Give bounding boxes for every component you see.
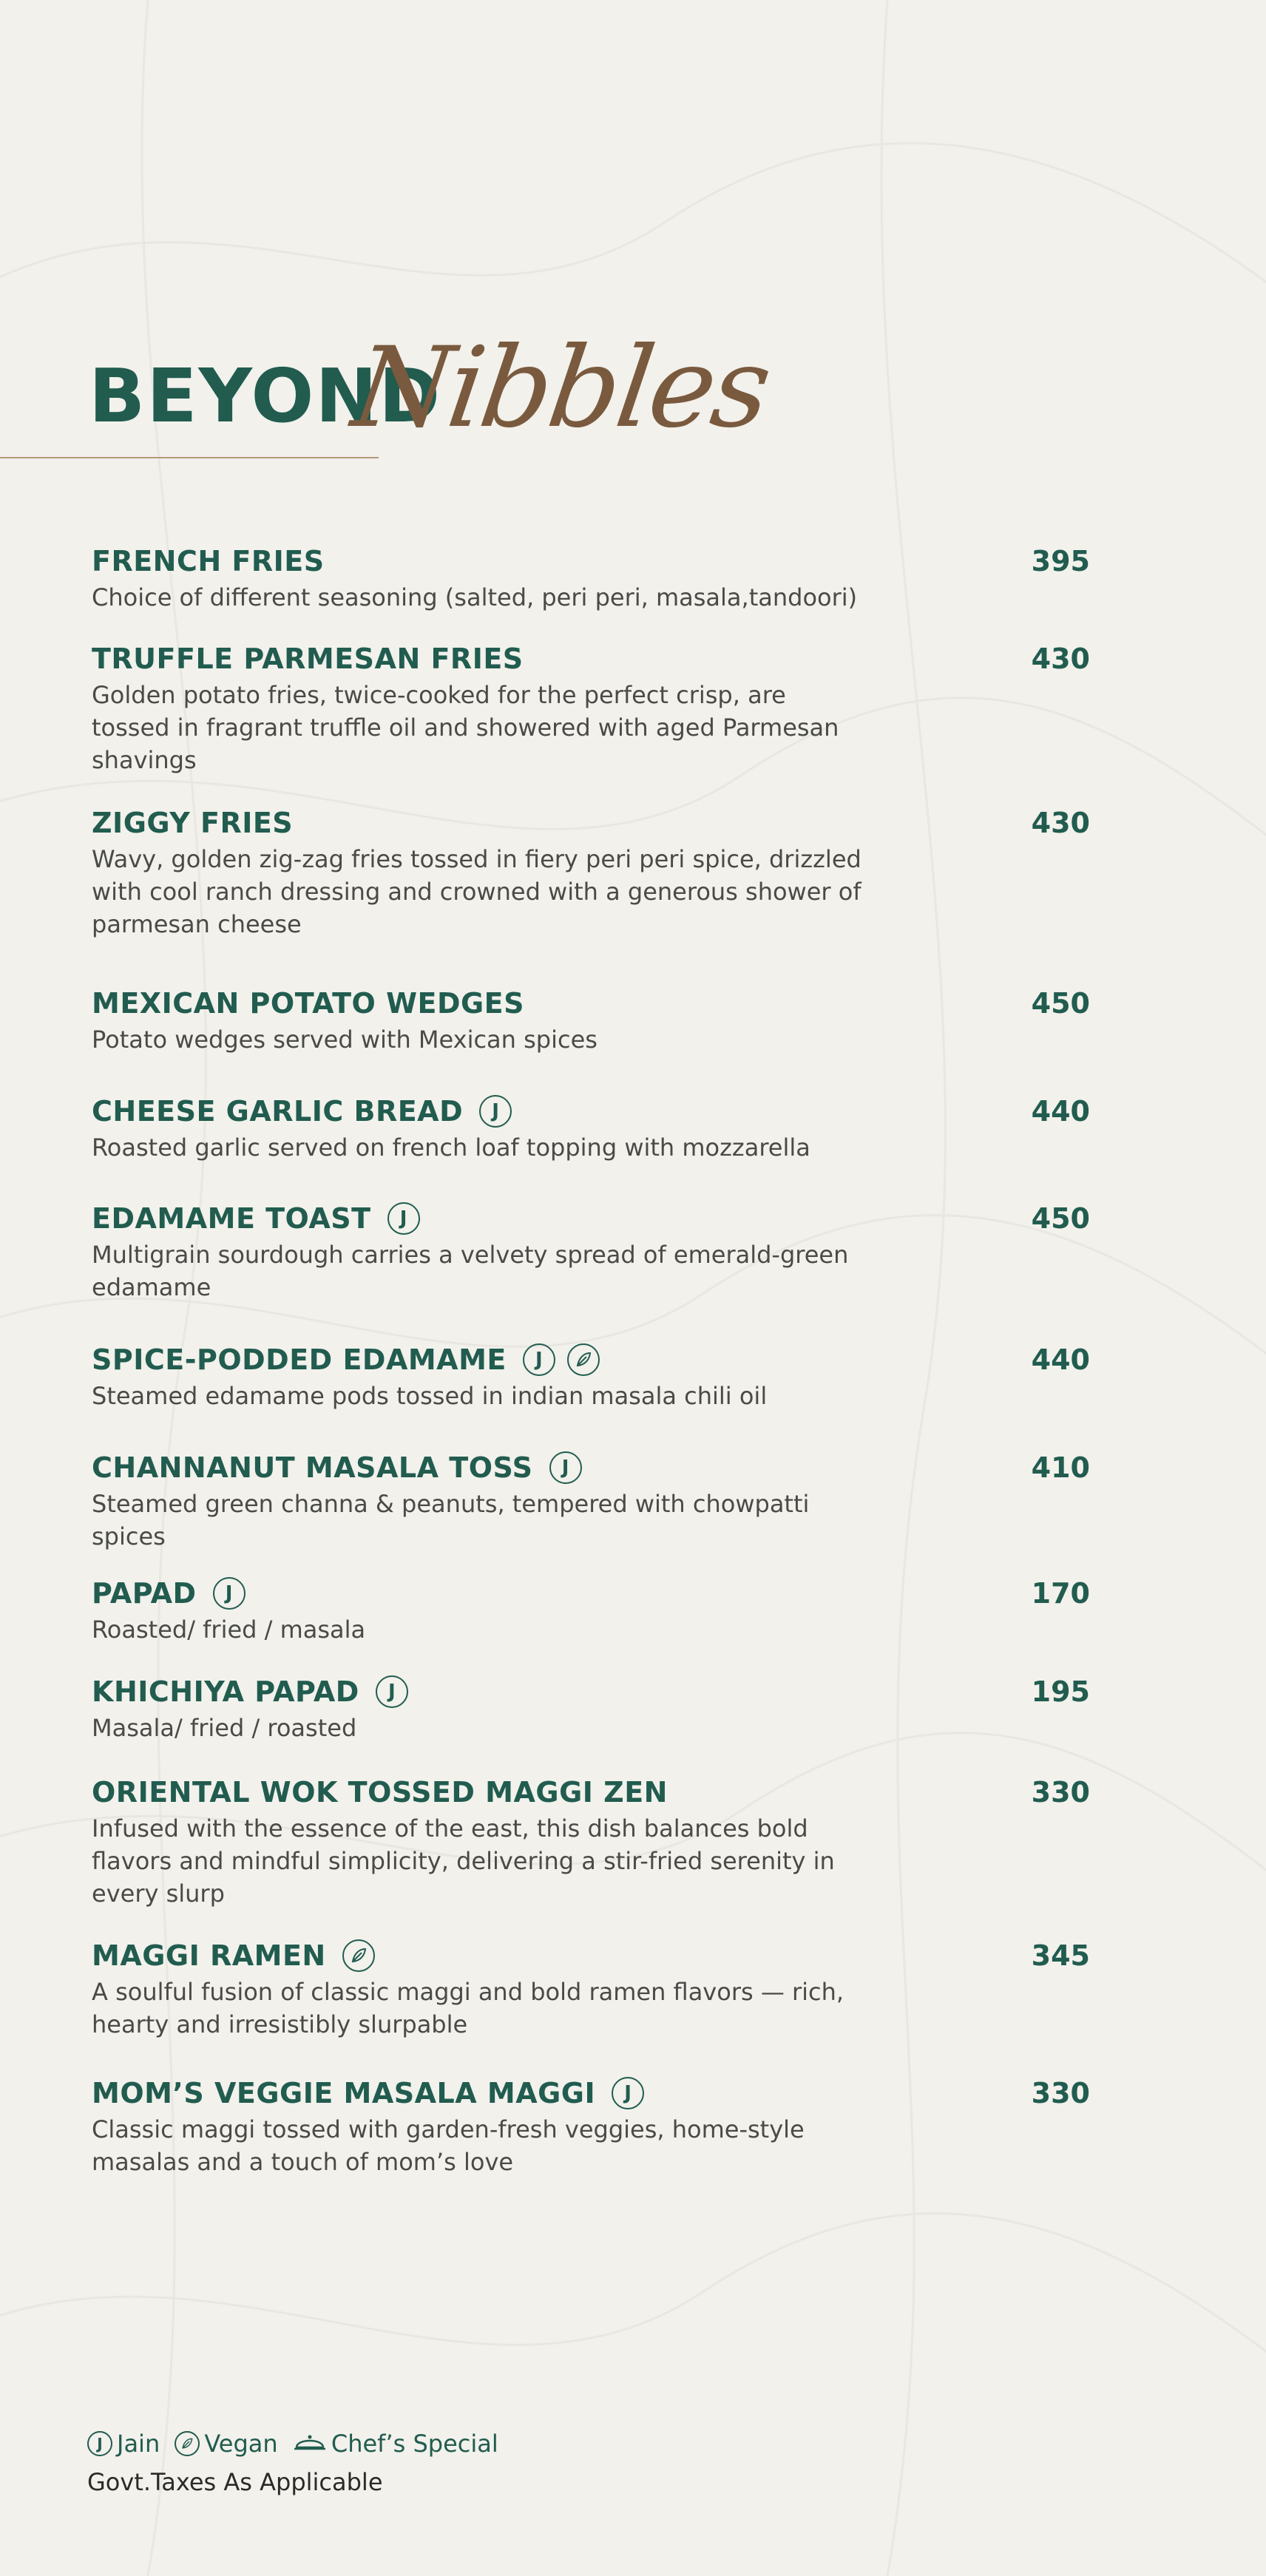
- menu-item-description: Wavy, golden zig-zag fries tossed in fiery peri peri spice, drizzled with cool ranch dressing and crowned with a generous shower of parmesan cheese: [92, 845, 862, 938]
- taxes-note: Govt.Taxes As Applicable: [87, 2468, 383, 2496]
- menu-item-header: [92, 2076, 1090, 2110]
- menu-item-price: 330: [1031, 1776, 1090, 1809]
- menu-item-header: [92, 1201, 1090, 1236]
- jain-icon: J: [87, 2431, 112, 2456]
- menu-item-price: 430: [1031, 807, 1090, 839]
- jain-icon: J: [479, 1095, 512, 1128]
- menu-item-description: Multigrain sourdough carries a velvety spread of emerald-green edamame: [92, 1241, 849, 1301]
- title-script-nibbles: Nibbles: [345, 324, 776, 453]
- menu-item-description: Roasted/ fried / masala: [92, 1616, 366, 1644]
- title-beyond: BEYOND: [89, 353, 442, 439]
- menu-item-price: 450: [1031, 987, 1090, 1020]
- menu-item-description: Roasted garlic served on french loaf topping with mozzarella: [92, 1133, 810, 1162]
- menu-item-description: Infused with the essence of the east, this dish balances bold flavors and mindful simplicity, delivering a stir-fried serenity in every slurp: [92, 1814, 835, 1908]
- menu-item-name: FRENCH FRIES: [92, 545, 325, 577]
- menu-item-price: 450: [1031, 1202, 1090, 1235]
- chef-cloche-icon: [293, 2430, 327, 2458]
- jain-icon: J: [612, 2077, 644, 2109]
- menu-item: [92, 642, 1090, 776]
- menu-item-name: SPICE-PODDED EDAMAME: [92, 1343, 507, 1376]
- menu-item-description: Golden potato fries, twice-cooked for the perfect crisp, are tossed in fragrant truffle oil and showered with aged Parmesan shavings: [92, 681, 839, 774]
- vegan-leaf-icon: [175, 2431, 200, 2456]
- menu-item-header: [92, 1576, 1090, 1610]
- menu-item: [92, 1775, 1090, 1910]
- menu-item: [92, 1343, 1090, 1412]
- legend-chef-special: Chef’s Special: [331, 2430, 498, 2458]
- menu-item-header: [92, 1094, 1090, 1128]
- menu-item-name: MAGGI RAMEN: [92, 1939, 326, 1972]
- menu-item-name: CHEESE GARLIC BREAD: [92, 1095, 464, 1128]
- jain-icon: J: [523, 1343, 555, 1376]
- jain-icon: J: [213, 1577, 246, 1610]
- menu-item-description: Choice of different seasoning (salted, peri peri, masala,tandoori): [92, 583, 858, 611]
- menu-item: [92, 986, 1090, 1056]
- title-divider: [0, 457, 379, 458]
- menu-item-header: [92, 642, 1090, 676]
- menu-item-description: Steamed edamame pods tossed in indian masala chili oil: [92, 1382, 768, 1410]
- menu-item-description: Masala/ fried / roasted: [92, 1714, 357, 1742]
- menu-item: [92, 1201, 1090, 1304]
- menu-item-header: [92, 1939, 1090, 1973]
- menu-item-name: KHICHIYA PAPAD: [92, 1675, 359, 1708]
- menu-item-price: 170: [1031, 1577, 1090, 1610]
- menu-item-name: EDAMAME TOAST: [92, 1202, 371, 1235]
- menu-item-header: [92, 544, 1090, 578]
- vegan-leaf-icon: [567, 1343, 600, 1376]
- menu-title: [0, 281, 776, 503]
- menu-item-header: [92, 806, 1090, 840]
- menu-item-header: [92, 1451, 1090, 1485]
- menu-item-name: ORIENTAL WOK TOSSED MAGGI ZEN: [92, 1776, 668, 1809]
- menu-item: [92, 2076, 1090, 2178]
- menu-item-name: MOM’S VEGGIE MASALA MAGGI: [92, 2077, 596, 2109]
- jain-icon: J: [387, 1202, 420, 1235]
- menu-item-description: A soulful fusion of classic maggi and bold ramen flavors — rich, hearty and irresistibly slurpable: [92, 1978, 844, 2038]
- menu-item-price: 330: [1031, 2077, 1090, 2109]
- menu-item: [92, 1451, 1090, 1553]
- menu-item: [92, 1675, 1090, 1744]
- menu-item-description: Classic maggi tossed with garden-fresh veggies, home-style masalas and a touch of mom’s love: [92, 2115, 805, 2176]
- menu-item-price: 345: [1031, 1939, 1090, 1972]
- menu-item-header: [92, 1343, 1090, 1377]
- vegan-leaf-icon: [342, 1939, 375, 1972]
- menu-item-name: TRUFFLE PARMESAN FRIES: [92, 643, 524, 675]
- menu-item-header: [92, 986, 1090, 1020]
- menu-item-header: [92, 1675, 1090, 1709]
- menu-item: [92, 1939, 1090, 2041]
- menu-item-header: [92, 1775, 1090, 1809]
- legend-vegan: Vegan: [204, 2430, 278, 2458]
- menu-item-price: 395: [1031, 545, 1090, 577]
- menu-item: [92, 806, 1090, 940]
- menu-item-price: 430: [1031, 643, 1090, 675]
- jain-icon: J: [549, 1451, 582, 1484]
- menu-item-name: ZIGGY FRIES: [92, 807, 294, 839]
- menu-item-price: 440: [1031, 1095, 1090, 1128]
- menu-item-description: Potato wedges served with Mexican spices: [92, 1026, 598, 1054]
- menu-item-price: 440: [1031, 1343, 1090, 1376]
- menu-item-price: 410: [1031, 1451, 1090, 1484]
- menu-item-price: 195: [1031, 1675, 1090, 1708]
- menu-item-description: Steamed green channa & peanuts, tempered with chowpatti spices: [92, 1490, 810, 1550]
- menu-item: [92, 1576, 1090, 1646]
- menu-item-name: MEXICAN POTATO WEDGES: [92, 987, 525, 1020]
- jain-icon: J: [376, 1675, 408, 1708]
- menu-item-name: CHANNANUT MASALA TOSS: [92, 1451, 533, 1484]
- menu-item-name: PAPAD: [92, 1577, 197, 1610]
- menu-item: [92, 1094, 1090, 1164]
- legend-jain: Jain: [117, 2430, 160, 2458]
- legend: [87, 2428, 506, 2458]
- menu-item: [92, 544, 1090, 614]
